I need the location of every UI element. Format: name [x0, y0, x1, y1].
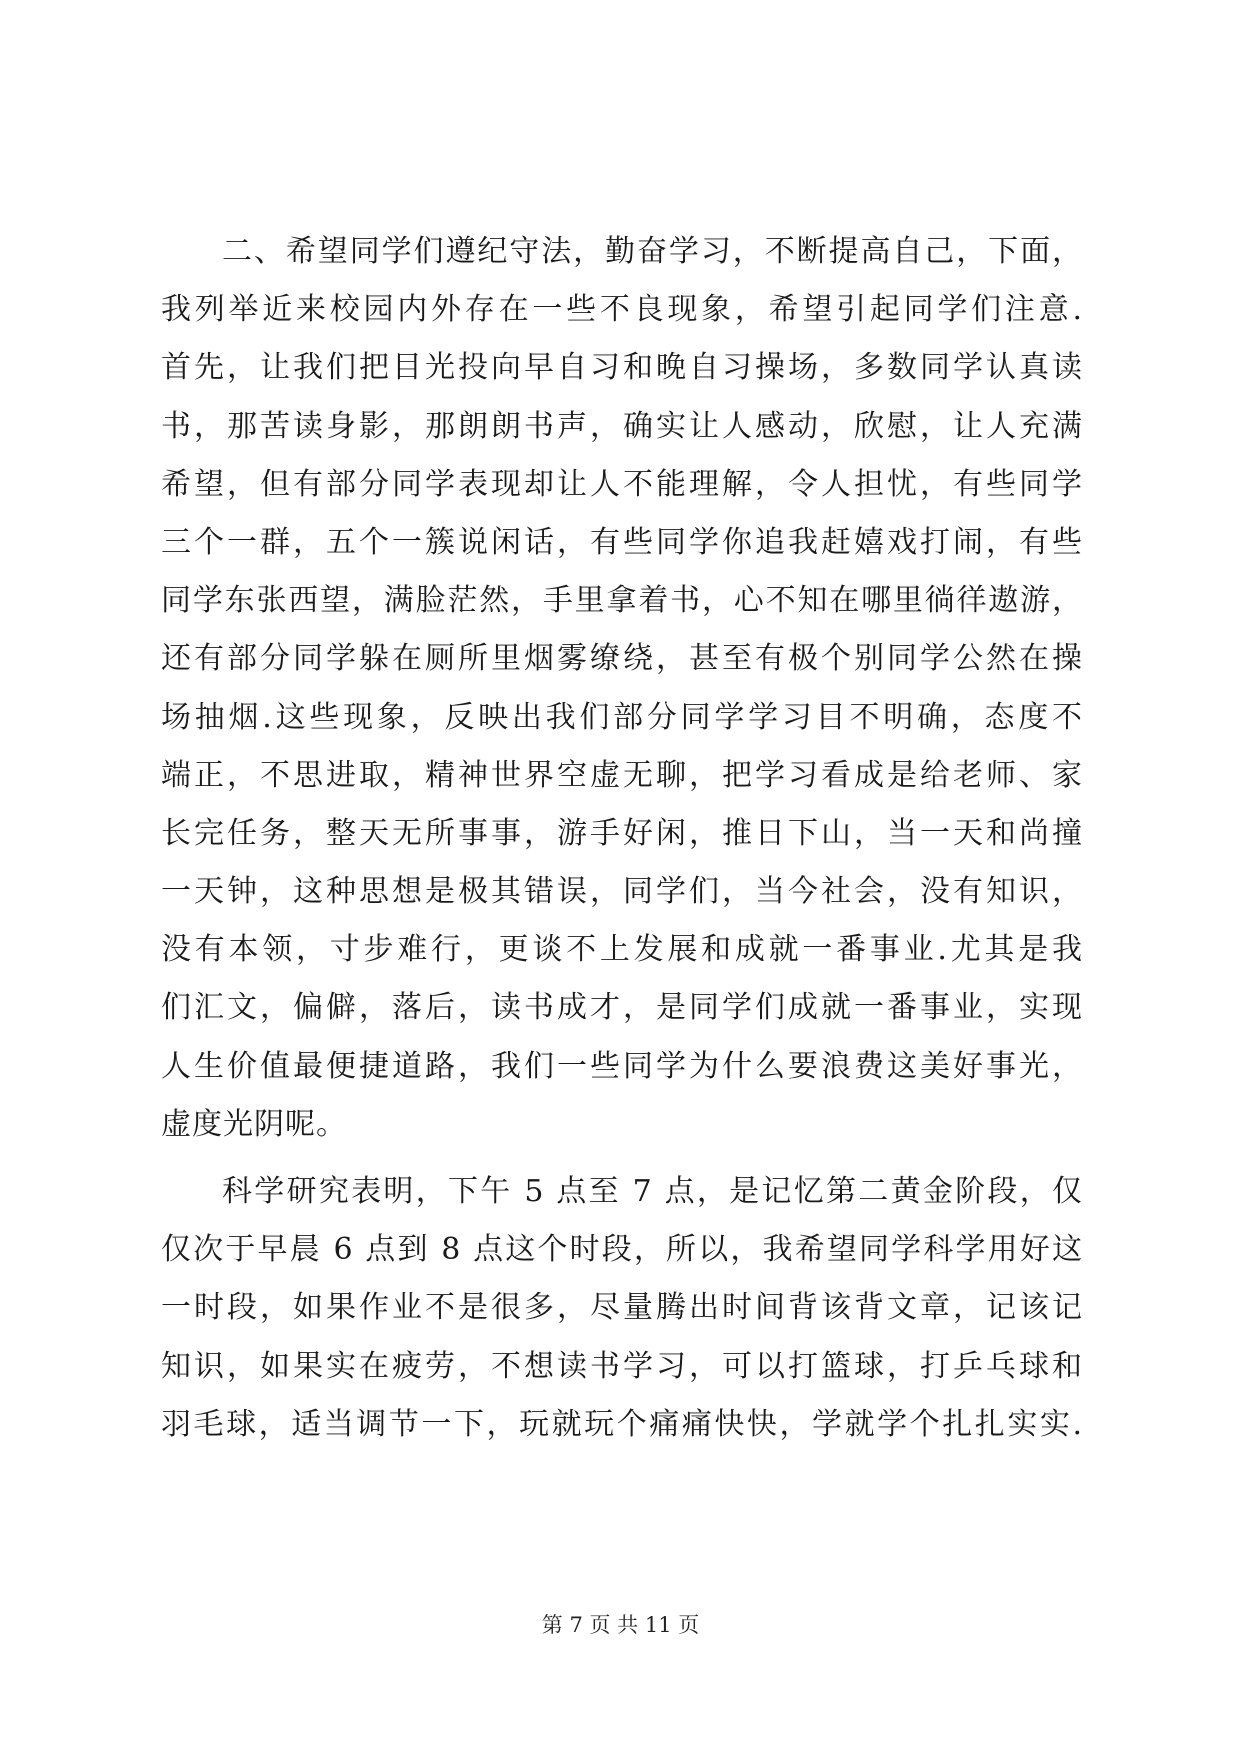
document-body: [161, 223, 1083, 1454]
text-line: 首先，让我们把目光投向早自习和晚自习操场，多数同学认真读: [161, 350, 1083, 386]
text-line: 科学研究表明，下午 5 点至 7 点，是记忆第二黄金阶段，仅: [222, 1174, 1083, 1209]
paragraph: [161, 223, 1083, 1154]
text-line: 仅次于早晨 6 点到 8 点这个时段，所以，我希望同学科学用好这: [161, 1232, 1083, 1268]
text-line: 知识，如果实在疲劳，不想读书学习，可以打篮球，打乒乓球和: [161, 1348, 1083, 1384]
text-line: 一天钟，这种思想是极其错误，同学们，当今社会，没有知识，: [161, 874, 1083, 910]
text-line: 三个一群，五个一簇说闲话，有些同学你追我赶嬉戏打闹，有些: [161, 524, 1083, 560]
text-line: 虚度光阴呢。: [161, 1106, 347, 1142]
text-line: 人生价值最便捷道路，我们一些同学为什么要浪费这美好事光，: [161, 1048, 1083, 1084]
text-line: 长完任务，整天无所事事，游手好闲，推日下山，当一天和尚撞: [161, 815, 1083, 851]
text-line: 同学东张西望，满脸茫然，手里拿着书，心不知在哪里徜徉遨游，: [161, 583, 1083, 619]
text-line: 端正，不思进取，精神世界空虚无聊，把学习看成是给老师、家: [161, 757, 1083, 793]
text-line: 们汇文，偏僻，落后，读书成才，是同学们成就一番事业，实现: [161, 990, 1083, 1026]
text-line: 一时段，如果作业不是很多，尽量腾出时间背该背文章，记该记: [161, 1290, 1083, 1326]
text-line: 没有本领，寸步难行，更谈不上发展和成就一番事业.尤其是我: [161, 932, 1083, 968]
text-line: 二、希望同学们遵纪守法，勤奋学习，不断提高自己，下面，: [222, 234, 1083, 269]
text-line: 希望，但有部分同学表现却让人不能理解，令人担忧，有些同学: [161, 466, 1083, 502]
text-line: 场抽烟.这些现象，反映出我们部分同学学习目不明确，态度不: [161, 699, 1083, 735]
text-line: 我列举近来校园内外存在一些不良现象，希望引起同学们注意.: [161, 292, 1083, 328]
page-number-footer: 第 7 页 共 11 页: [541, 1613, 700, 1637]
text-line: 书，那苦读身影，那朗朗书声，确实让人感动，欣慰，让人充满: [161, 408, 1083, 444]
text-line: 还有部分同学躲在厕所里烟雾缭绕，甚至有极个别同学公然在操: [161, 641, 1083, 677]
paragraph: [161, 1163, 1083, 1454]
text-line: 羽毛球，适当调节一下，玩就玩个痛痛快快，学就学个扎扎实实.: [161, 1406, 1083, 1442]
